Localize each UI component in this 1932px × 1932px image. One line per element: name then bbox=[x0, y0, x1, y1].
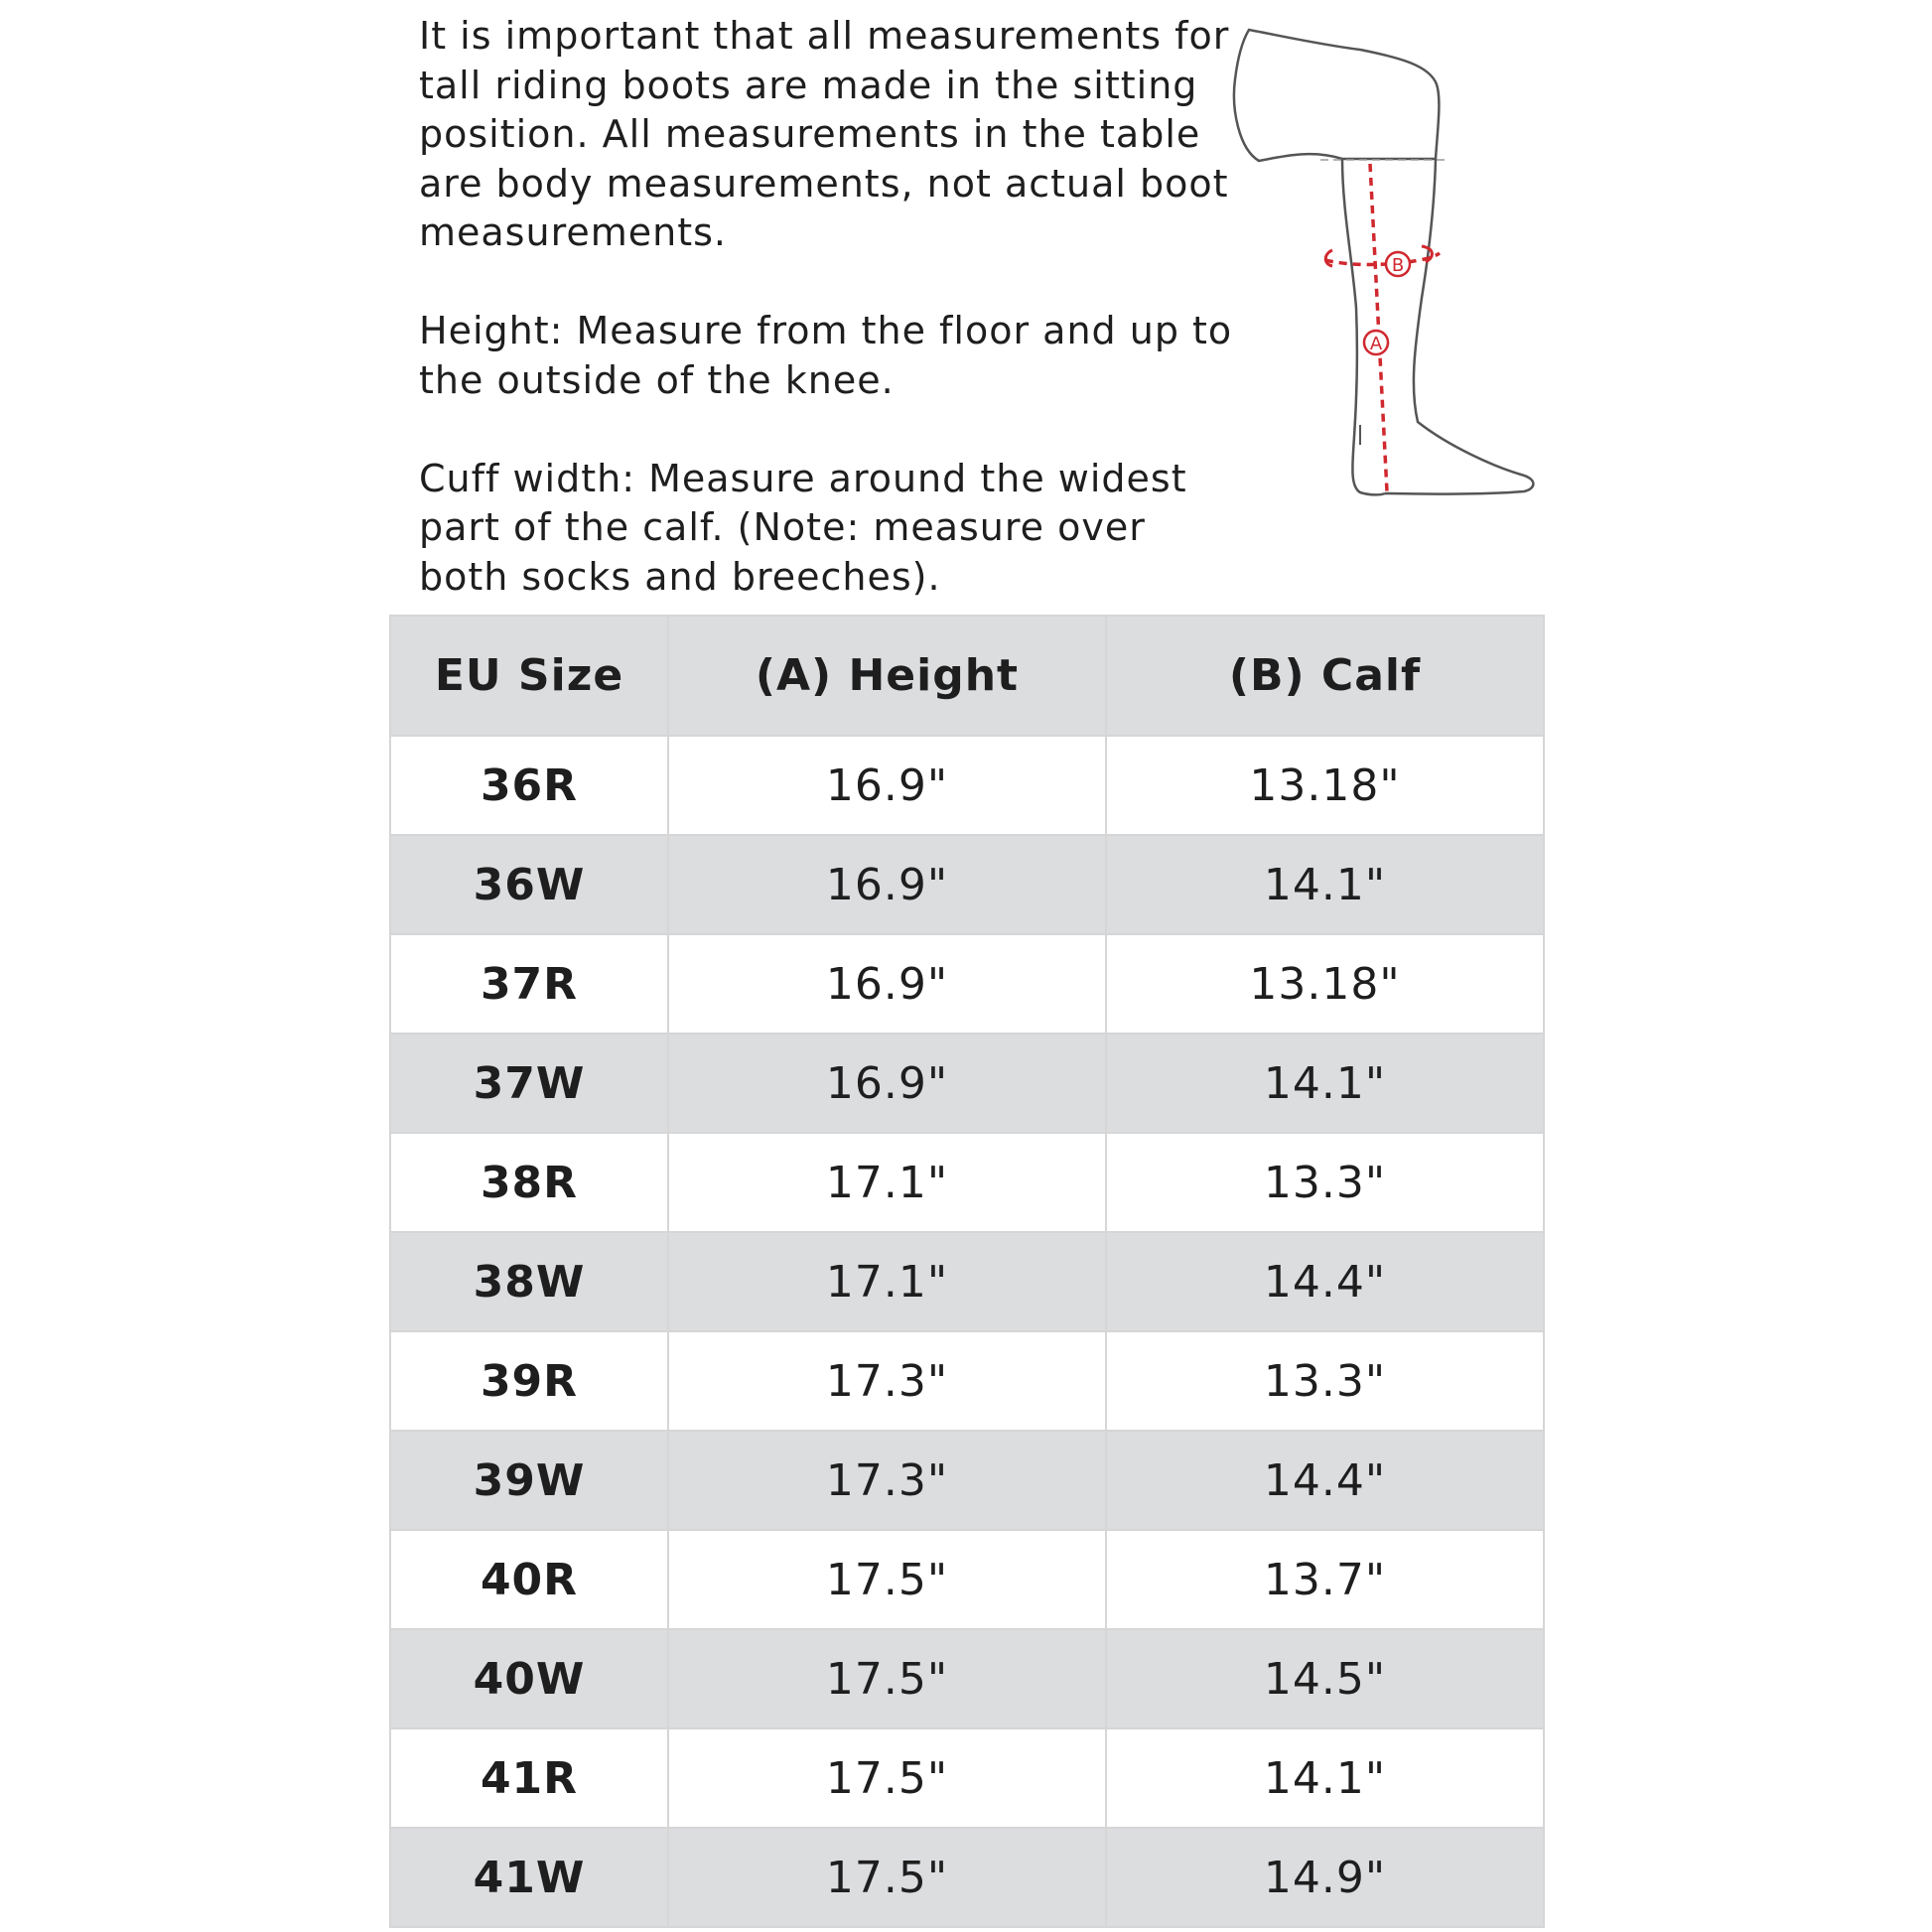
leg-thigh-outline bbox=[1234, 30, 1439, 161]
size-cell: 38W bbox=[390, 1232, 668, 1331]
table-row bbox=[390, 1728, 1544, 1828]
table-row bbox=[390, 835, 1544, 934]
calf-cell: 13.18" bbox=[1106, 736, 1544, 835]
height-cell: 17.5" bbox=[668, 1728, 1106, 1828]
calf-label-b-text: B bbox=[1391, 255, 1405, 276]
calf-cell: 13.18" bbox=[1106, 934, 1544, 1034]
header-height: (A) Height bbox=[668, 616, 1106, 736]
table-row bbox=[390, 1331, 1544, 1431]
size-cell: 39W bbox=[390, 1431, 668, 1530]
table-row bbox=[390, 1828, 1544, 1927]
calf-cell: 14.1" bbox=[1106, 835, 1544, 934]
intro-paragraph-sitting: It is important that all measurements for tall riding boots are made in the sitting position. All measurements in the table are body measurements, not actual boot measurements. bbox=[419, 14, 1230, 254]
calf-cell: 14.1" bbox=[1106, 1728, 1544, 1828]
calf-label-b bbox=[1386, 252, 1410, 276]
height-cell: 17.5" bbox=[668, 1629, 1106, 1728]
table-header-row bbox=[390, 616, 1544, 736]
calf-cell: 14.4" bbox=[1106, 1232, 1544, 1331]
size-cell: 41R bbox=[390, 1728, 668, 1828]
table-row bbox=[390, 1431, 1544, 1530]
calf-measure-end-left bbox=[1325, 250, 1332, 266]
calf-cell: 13.3" bbox=[1106, 1331, 1544, 1431]
size-cell: 38R bbox=[390, 1133, 668, 1232]
table-row bbox=[390, 1629, 1544, 1728]
boot-size-table bbox=[389, 615, 1545, 1928]
header-eu-size: EU Size bbox=[390, 616, 668, 736]
leg-measurement-diagram bbox=[1221, 20, 1559, 506]
calf-cell: 13.7" bbox=[1106, 1530, 1544, 1629]
size-cell: 37R bbox=[390, 934, 668, 1034]
size-cell: 36R bbox=[390, 736, 668, 835]
intro-paragraph-cuff: Cuff width: Measure around the widest part of the calf. (Note: measure over both socks and breeches). bbox=[419, 456, 1187, 599]
size-cell: 37W bbox=[390, 1034, 668, 1133]
calf-cell: 14.4" bbox=[1106, 1431, 1544, 1530]
calf-cell: 13.3" bbox=[1106, 1133, 1544, 1232]
table-row bbox=[390, 1530, 1544, 1629]
size-cell: 40R bbox=[390, 1530, 668, 1629]
leg-calf-outline bbox=[1385, 159, 1533, 494]
table-row bbox=[390, 1034, 1544, 1133]
height-cell: 17.3" bbox=[668, 1331, 1106, 1431]
calf-cell: 14.1" bbox=[1106, 1034, 1544, 1133]
height-label-a-text: A bbox=[1369, 334, 1383, 354]
height-cell: 17.5" bbox=[668, 1828, 1106, 1927]
calf-measure-line bbox=[1325, 253, 1440, 265]
height-cell: 16.9" bbox=[668, 934, 1106, 1034]
height-cell: 17.3" bbox=[668, 1431, 1106, 1530]
height-cell: 17.1" bbox=[668, 1133, 1106, 1232]
table-row bbox=[390, 1133, 1544, 1232]
calf-cell: 14.9" bbox=[1106, 1828, 1544, 1927]
instructions-text bbox=[419, 12, 1233, 602]
size-cell: 36W bbox=[390, 835, 668, 934]
height-cell: 16.9" bbox=[668, 1034, 1106, 1133]
height-cell: 17.1" bbox=[668, 1232, 1106, 1331]
size-cell: 39R bbox=[390, 1331, 668, 1431]
leg-shin-outline bbox=[1342, 159, 1385, 494]
height-measure-line bbox=[1370, 164, 1387, 491]
height-cell: 17.5" bbox=[668, 1530, 1106, 1629]
header-calf: (B) Calf bbox=[1106, 616, 1544, 736]
table-row bbox=[390, 934, 1544, 1034]
intro-paragraph-height: Height: Measure from the floor and up to the outside of the knee. bbox=[419, 309, 1233, 402]
table-row bbox=[390, 1232, 1544, 1331]
size-cell: 40W bbox=[390, 1629, 668, 1728]
calf-cell: 14.5" bbox=[1106, 1629, 1544, 1728]
height-cell: 16.9" bbox=[668, 835, 1106, 934]
height-label-a bbox=[1364, 331, 1388, 354]
table-row bbox=[390, 736, 1544, 835]
height-cell: 16.9" bbox=[668, 736, 1106, 835]
size-cell: 41W bbox=[390, 1828, 668, 1927]
